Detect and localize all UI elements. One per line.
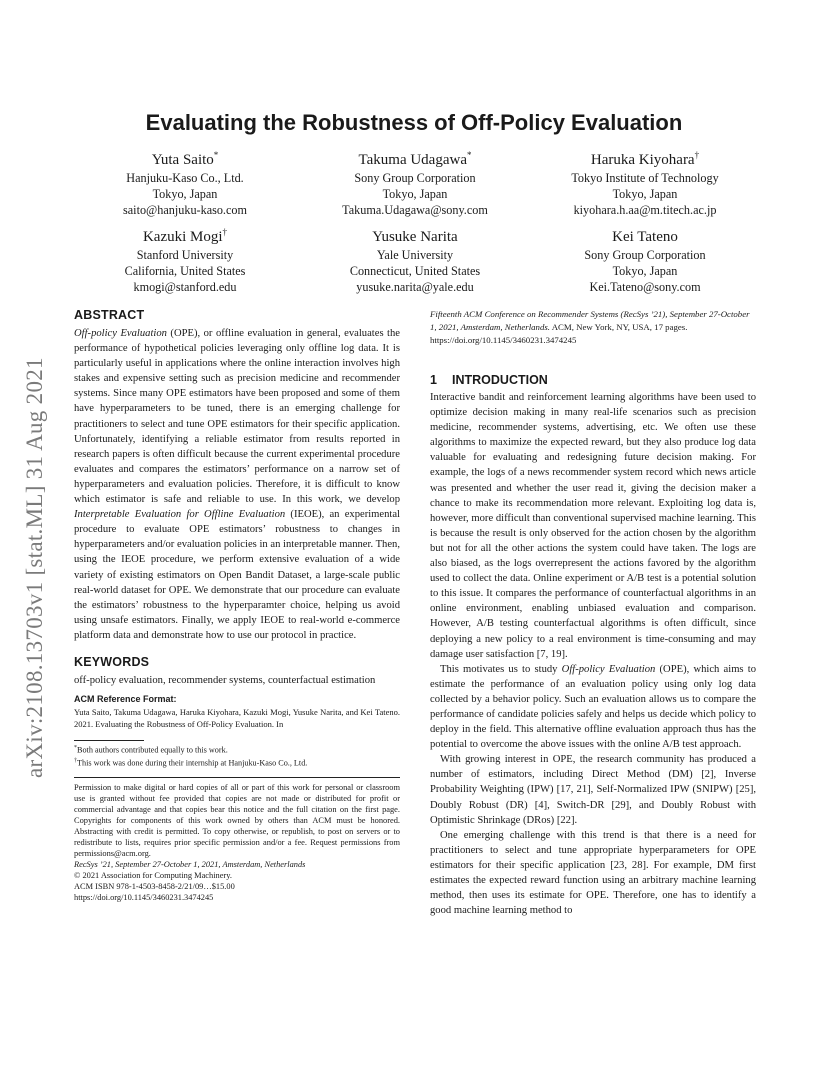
author-card [300,151,530,218]
author-affiliation: Stanford University [136,248,234,262]
conference-info: Fifteenth ACM Conference on Recommender Systems (RecSys ’21), September 27-October 1, 2021, Amsterdam, Netherlands. ACM, New York, NY, USA, 17 pages. https://doi.org/10.1145/3460231.3474245 [430,309,750,345]
author-mark: * [467,150,472,160]
abstract-ieoe-italic: Interpretable Evaluation for Offline Evaluation [74,509,286,521]
author-affiliation: Sony Group Corporation [354,171,476,185]
author-mark: † [694,150,700,160]
author-location: California, United States [124,264,246,278]
abstract-lead-italic: Off-policy Evaluation [74,328,167,339]
footnote-intern: †This work was done during their internship at Hanjuku-Kaso Co., Ltd. [74,757,308,768]
author-card [300,228,530,295]
author-location: Tokyo, Japan [612,264,678,278]
author-name: Takuma Udagawa [358,152,467,168]
author-block [70,151,760,305]
left-column [74,308,400,903]
author-mark: † [222,227,228,237]
author-email[interactable]: Kei.Tateno@sony.com [589,280,701,294]
author-row [70,228,760,295]
permission-isbn: ACM ISBN 978-1-4503-8458-2/21/09…$15.00 [74,881,235,891]
intro-paragraph: One emerging challenge with this trend is that there is a need for practitioners to select and tune appropriate hyperparameters for OPE estimators for their specific application [23, 28]. For example, DM first estimates the expected reward function using an arbitrary machine learning method, then uses its estimate for OPE. Therefore, one has to identify a good machine learning method to [430,829,756,917]
section-title: INTRODUCTION [452,373,548,387]
author-affiliation: Hanjuku-Kaso Co., Ltd. [126,171,244,185]
author-email[interactable]: kiyohara.h.aa@m.titech.ac.jp [573,203,717,217]
author-location: Tokyo, Japan [382,187,448,201]
introduction-heading [430,373,756,387]
permission-doi[interactable]: https://doi.org/10.1145/3460231.3474245 [74,892,214,902]
author-location: Connecticut, United States [349,264,481,278]
author-name: Yusuke Narita [372,229,458,245]
author-card [70,151,300,218]
author-mark: * [213,150,219,160]
author-affiliation: Yale University [376,248,454,262]
permission-copyright: © 2021 Association for Computing Machinery. [74,870,232,880]
footnote-equal: *Both authors contributed equally to this work. [74,745,228,755]
footnote-divider [74,740,144,741]
abstract-text [74,326,400,643]
author-card [530,228,760,295]
author-card [530,151,760,218]
author-location: Tokyo, Japan [152,187,218,201]
author-affiliation: Tokyo Institute of Technology [571,171,719,185]
permission-text: Permission to make digital or hard copies of all or part of this work for personal or classroom use is granted without fee provided that copies are not made or distributed for profit or commercial advantage and that copies bear this notice and the full citation on the first page. Copyrights for components of this work owned by others than ACM must be honored. Abstracting with credit is permitted. To copy otherwise, or republish, to post on servers or to redistribute to lists, requires prior specific permission and/or a fee. Request permissions from permissions@acm.org. [74,782,400,858]
permission-venue: RecSys ’21, September 27-October 1, 2021, Amsterdam, Netherlands [74,859,306,869]
acm-reference-heading: ACM Reference Format: [74,694,177,705]
author-row [70,151,760,218]
author-email[interactable]: kmogi@stanford.edu [133,280,237,294]
author-email[interactable]: saito@hanjuku-kaso.com [123,203,247,217]
author-affiliation: Sony Group Corporation [584,248,706,262]
intro-paragraph: With growing interest in OPE, the research community has produced a number of estimators, including Direct Method (DM) [2], Inverse Probability Weighting (IPW) [17, 21], Self-Normalized IPW (SNIPW) [25], Doubly Robust (DR) [4], Switch-DR [29], and Doubly Robust with Optimistic Shrinkage (DRos) [22]. [430,754,756,826]
abstract-heading: ABSTRACT [74,308,145,322]
author-name: Kazuki Mogi [142,229,223,245]
intro-paragraph: Interactive bandit and reinforcement learning algorithms have been used to optimize decision making in many real-life scenarios such as precision medicine, recommender systems, advertising, etc. We often use these algorithms to maximize the expected reward, but they also produce log data valuable for evaluating and redesigning future decision making. For example, the logs of a news recommender system record which news article was presented and whether the user read it, giving the decision maker a chance to make its recommendation more relevant. Exploiting log data is, however, more difficult than conventional supervised machine learning. This is because the result is only observed for the action chosen by the algorithm but not for all the other actions the system could have taken. The logs are also biased, as the logs overrepresent the actions favored by the algorithm used to collect the data. Online experiment or A/B test is a potential solution to this issue. It compares the performance of counterfactual algorithms in an online environment, enabling unbiased evaluation and comparison. However, A/B testing counterfactual algorithms is often difficult, since deploying a new policy to a real environment is time-consuming and may damage user satisfaction [7, 19]. [430,392,756,660]
author-name: Haruka Kiyohara [590,152,695,168]
intro-paragraph: This motivates us to study Off-policy Evaluation (OPE), which aims to estimate the performance of an evaluation policy using only log data collected by a behavior policy. Such an evaluation allows us to compare the performance of candidate policies safely and helps us decide which policy to deploy in the field. This alternative offline evaluation approach thus has the potential to overcome the above issues with the online A/B test approach. [430,663,757,751]
author-name: Kei Tateno [612,229,678,245]
author-name: Yuta Saito [151,152,214,168]
author-email[interactable]: Takuma.Udagawa@sony.com [342,203,488,217]
arxiv-identifier: arXiv:2108.13703v1 [stat.ML] 31 Aug 2021 [22,357,47,778]
abstract-text-part: (IEOE), an experimental procedure to evaluate OPE estimators’ robustness to changes in hyperparameters and/or evaluation policies in an interpretable manner. Then, using the IEOE procedure, we perform extensive evaluation of a wide variety of existing estimators on Open Bandit Dataset, a large-scale public real-world dataset for OPE. We demonstrate that our procedure can evaluate the estimators’ robustness to the hyperparamter choice, helping us avoid using unsafe estimators. Finally, we apply IEOE to real-world e-commerce platform data and demonstrate how to use our protocol in practice. [74,509,400,641]
abstract-text-part: (OPE), or offline evaluation in general, evaluates the performance of hypothetical policies leveraging only offline log data. It is particularly useful in applications where the online interaction involves high stakes and expensive setting such as precision medicine and recommender systems. Since many OPE estimators have been proposed and some of them have hyperparameters to be tuned, there is an emerging challenge for practitioners to select and tune OPE estimators for their specific application. Unfortunately, identifying a reliable estimator from results reported in research papers is often difficult because the current experimental procedure evaluates and compares the estimators’ performance on a narrow set of hyperparameters and evaluation policies. Therefore, it is difficult to know which estimator is safe and reliable to use. In this work, we develop [74,328,400,506]
acm-reference-text: Yuta Saito, Takuma Udagawa, Haruka Kiyohara, Kazuki Mogi, Yusuke Narita, and Kei Tateno. 2021. Evaluating the Robustness of Off-Policy Evaluation. In [74,707,400,730]
author-location: Tokyo, Japan [612,187,678,201]
author-email[interactable]: yusuke.narita@yale.edu [356,280,474,294]
author-card [70,228,300,295]
permission-divider [74,777,400,778]
right-column [430,308,756,918]
keywords-heading: KEYWORDS [74,654,150,669]
keywords-text: off-policy evaluation, recommender systems, counterfactual estimation [74,674,376,686]
paper-title: Evaluating the Robustness of Off-Policy Evaluation [145,110,683,135]
section-number: 1 [430,373,437,387]
